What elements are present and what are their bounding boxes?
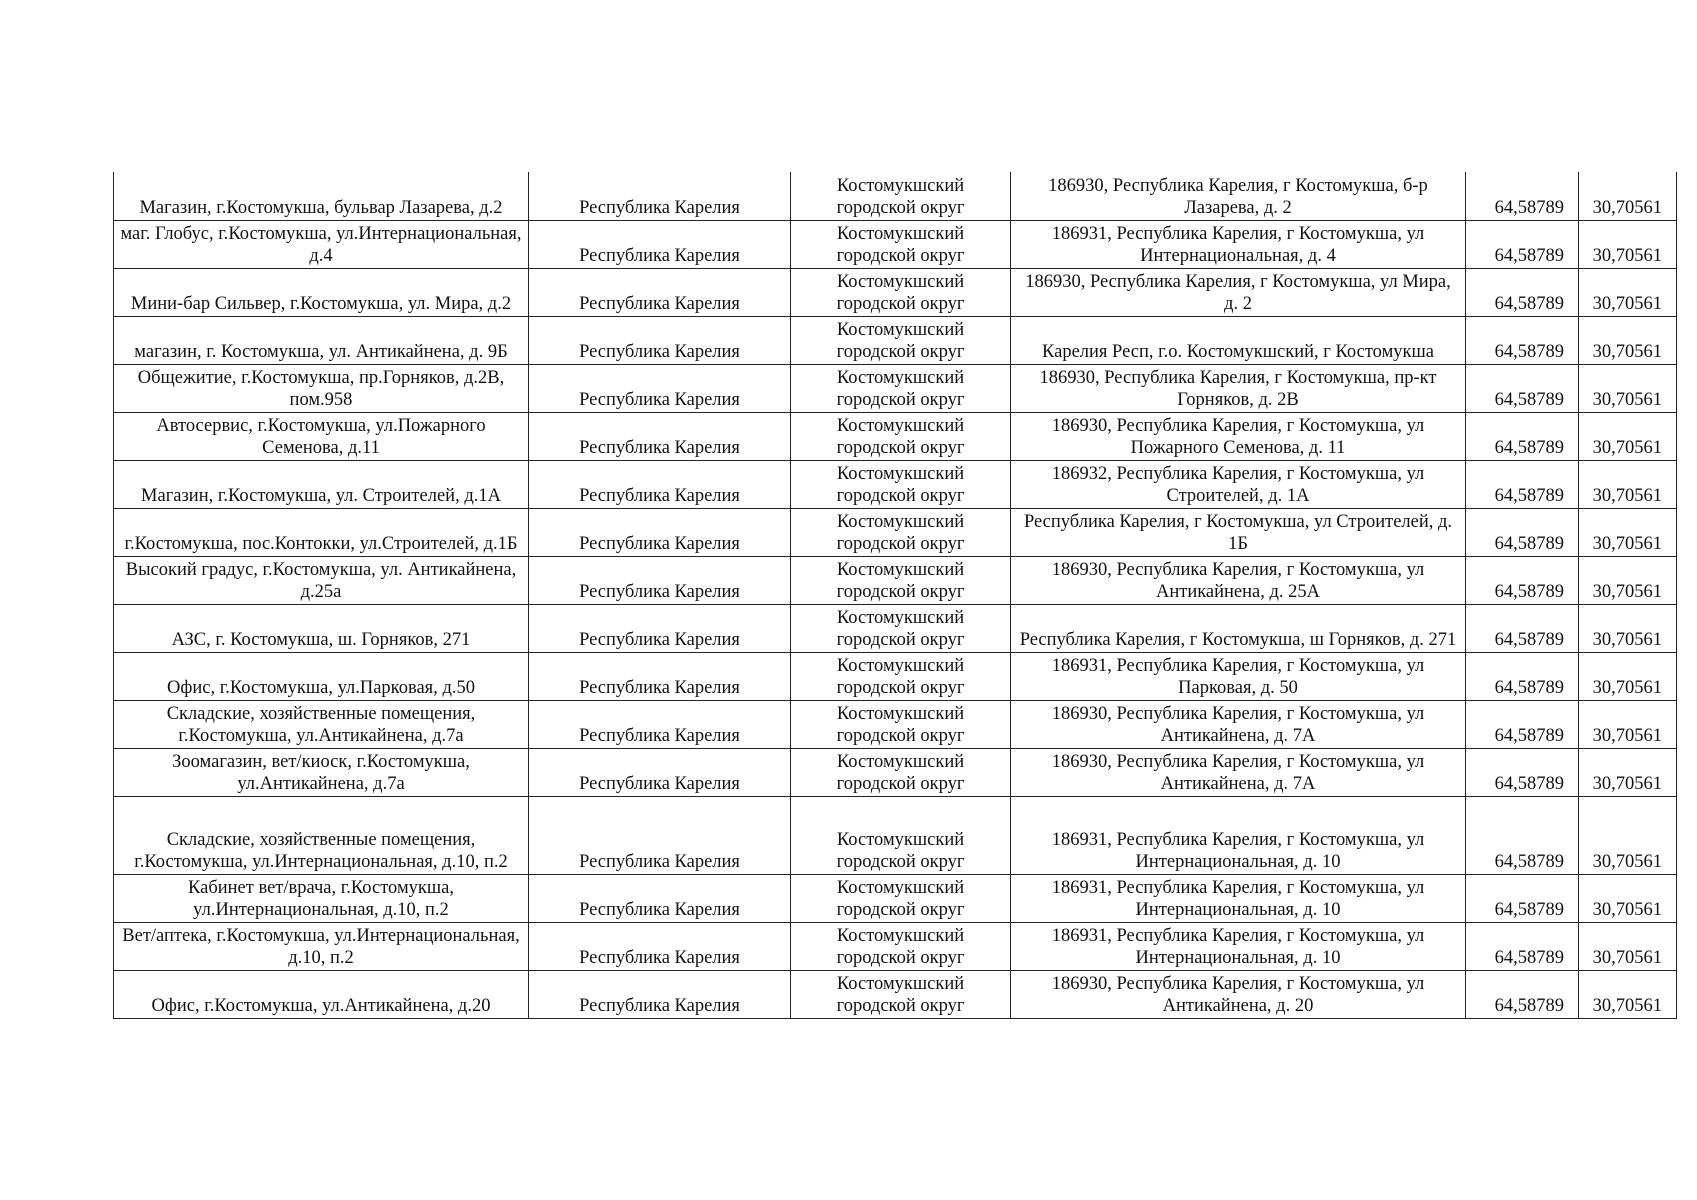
address-cell: 186930, Республика Карелия, г Костомукша, ул Мира, д. 2 [1011, 268, 1466, 316]
longitude-cell: 30,70561 [1579, 604, 1677, 652]
latitude-cell: 64,58789 [1466, 220, 1579, 268]
object-name-cell: Офис, г.Костомукша, ул.Антикайнена, д.20 [114, 970, 529, 1018]
longitude-cell: 30,70561 [1579, 220, 1677, 268]
region-cell: Республика Карелия [529, 268, 791, 316]
latitude-cell: 64,58789 [1466, 556, 1579, 604]
longitude-cell: 30,70561 [1579, 700, 1677, 748]
latitude-cell: 64,58789 [1466, 364, 1579, 412]
region-cell: Республика Карелия [529, 874, 791, 922]
longitude-cell: 30,70561 [1579, 970, 1677, 1018]
locations-table-body [114, 172, 1677, 1018]
district-cell: Костомукшский городской округ [791, 874, 1011, 922]
district-cell: Костомукшский городской округ [791, 700, 1011, 748]
object-name-cell: Мини-бар Сильвер, г.Костомукша, ул. Мира, д.2 [114, 268, 529, 316]
address-cell: 186932, Республика Карелия, г Костомукша, ул Строителей, д. 1А [1011, 460, 1466, 508]
latitude-cell: 64,58789 [1466, 172, 1579, 220]
object-name-cell: Вет/аптека, г.Костомукша, ул.Интернациональная, д.10, п.2 [114, 922, 529, 970]
district-cell: Костомукшский городской округ [791, 172, 1011, 220]
object-name-cell: АЗС, г. Костомукша, ш. Горняков, 271 [114, 604, 529, 652]
longitude-cell: 30,70561 [1579, 460, 1677, 508]
object-name-cell: г.Костомукша, пос.Контокки, ул.Строителей, д.1Б [114, 508, 529, 556]
table-row [114, 922, 1677, 970]
district-cell: Костомукшский городской округ [791, 796, 1011, 874]
region-cell: Республика Карелия [529, 220, 791, 268]
address-cell: 186930, Республика Карелия, г Костомукша, ул Пожарного Семенова, д. 11 [1011, 412, 1466, 460]
table-row [114, 460, 1677, 508]
region-cell: Республика Карелия [529, 412, 791, 460]
address-cell: Карелия Респ, г.о. Костомукшский, г Костомукша [1011, 316, 1466, 364]
latitude-cell: 64,58789 [1466, 316, 1579, 364]
object-name-cell: Кабинет вет/врача, г.Костомукша, ул.Интернациональная, д.10, п.2 [114, 874, 529, 922]
object-name-cell: Складские, хозяйственные помещения, г.Костомукша, ул.Интернациональная, д.10, п.2 [114, 796, 529, 874]
table-row [114, 364, 1677, 412]
latitude-cell: 64,58789 [1466, 874, 1579, 922]
address-cell: Республика Карелия, г Костомукша, ул Строителей, д. 1Б [1011, 508, 1466, 556]
latitude-cell: 64,58789 [1466, 970, 1579, 1018]
table-row [114, 556, 1677, 604]
region-cell: Республика Карелия [529, 604, 791, 652]
region-cell: Республика Карелия [529, 748, 791, 796]
object-name-cell: магазин, г. Костомукша, ул. Антикайнена, д. 9Б [114, 316, 529, 364]
region-cell: Республика Карелия [529, 652, 791, 700]
table-row [114, 700, 1677, 748]
table-row [114, 412, 1677, 460]
longitude-cell: 30,70561 [1579, 412, 1677, 460]
latitude-cell: 64,58789 [1466, 508, 1579, 556]
object-name-cell: Высокий градус, г.Костомукша, ул. Антикайнена, д.25а [114, 556, 529, 604]
district-cell: Костомукшский городской округ [791, 316, 1011, 364]
table-row [114, 652, 1677, 700]
longitude-cell: 30,70561 [1579, 268, 1677, 316]
object-name-cell: Зоомагазин, вет/киоск, г.Костомукша, ул.Антикайнена, д.7а [114, 748, 529, 796]
longitude-cell: 30,70561 [1579, 316, 1677, 364]
region-cell: Республика Карелия [529, 796, 791, 874]
latitude-cell: 64,58789 [1466, 604, 1579, 652]
region-cell: Республика Карелия [529, 970, 791, 1018]
table-row [114, 796, 1677, 874]
object-name-cell: Автосервис, г.Костомукша, ул.Пожарного Семенова, д.11 [114, 412, 529, 460]
district-cell: Костомукшский городской округ [791, 604, 1011, 652]
district-cell: Костомукшский городской округ [791, 412, 1011, 460]
object-name-cell: Общежитие, г.Костомукша, пр.Горняков, д.2В, пом.958 [114, 364, 529, 412]
address-cell: 186931, Республика Карелия, г Костомукша, ул Парковая, д. 50 [1011, 652, 1466, 700]
region-cell: Республика Карелия [529, 508, 791, 556]
locations-table [113, 172, 1677, 1019]
table-row [114, 508, 1677, 556]
latitude-cell: 64,58789 [1466, 460, 1579, 508]
table-row [114, 268, 1677, 316]
latitude-cell: 64,58789 [1466, 922, 1579, 970]
region-cell: Республика Карелия [529, 172, 791, 220]
district-cell: Костомукшский городской округ [791, 268, 1011, 316]
longitude-cell: 30,70561 [1579, 874, 1677, 922]
region-cell: Республика Карелия [529, 700, 791, 748]
address-cell: 186930, Республика Карелия, г Костомукша, б-р Лазарева, д. 2 [1011, 172, 1466, 220]
district-cell: Костомукшский городской округ [791, 748, 1011, 796]
address-cell: 186931, Республика Карелия, г Костомукша, ул Интернациональная, д. 4 [1011, 220, 1466, 268]
region-cell: Республика Карелия [529, 364, 791, 412]
address-cell: 186930, Республика Карелия, г Костомукша, ул Антикайнена, д. 25А [1011, 556, 1466, 604]
table-row [114, 220, 1677, 268]
address-cell: 186931, Республика Карелия, г Костомукша, ул Интернациональная, д. 10 [1011, 796, 1466, 874]
district-cell: Костомукшский городской округ [791, 556, 1011, 604]
table-row [114, 748, 1677, 796]
object-name-cell: Офис, г.Костомукша, ул.Парковая, д.50 [114, 652, 529, 700]
district-cell: Костомукшский городской округ [791, 508, 1011, 556]
district-cell: Костомукшский городской округ [791, 652, 1011, 700]
longitude-cell: 30,70561 [1579, 922, 1677, 970]
longitude-cell: 30,70561 [1579, 652, 1677, 700]
district-cell: Костомукшский городской округ [791, 364, 1011, 412]
longitude-cell: 30,70561 [1579, 556, 1677, 604]
region-cell: Республика Карелия [529, 316, 791, 364]
address-cell: 186931, Республика Карелия, г Костомукша, ул Интернациональная, д. 10 [1011, 874, 1466, 922]
latitude-cell: 64,58789 [1466, 700, 1579, 748]
latitude-cell: 64,58789 [1466, 748, 1579, 796]
longitude-cell: 30,70561 [1579, 748, 1677, 796]
object-name-cell: Магазин, г.Костомукша, ул. Строителей, д.1А [114, 460, 529, 508]
address-cell: Республика Карелия, г Костомукша, ш Горняков, д. 271 [1011, 604, 1466, 652]
region-cell: Республика Карелия [529, 922, 791, 970]
longitude-cell: 30,70561 [1579, 364, 1677, 412]
latitude-cell: 64,58789 [1466, 412, 1579, 460]
object-name-cell: маг. Глобус, г.Костомукша, ул.Интернациональная, д.4 [114, 220, 529, 268]
longitude-cell: 30,70561 [1579, 508, 1677, 556]
address-cell: 186930, Республика Карелия, г Костомукша, ул Антикайнена, д. 20 [1011, 970, 1466, 1018]
address-cell: 186930, Республика Карелия, г Костомукша, ул Антикайнена, д. 7А [1011, 700, 1466, 748]
table-row [114, 604, 1677, 652]
address-cell: 186930, Республика Карелия, г Костомукша, ул Антикайнена, д. 7А [1011, 748, 1466, 796]
object-name-cell: Магазин, г.Костомукша, бульвар Лазарева, д.2 [114, 172, 529, 220]
address-cell: 186931, Республика Карелия, г Костомукша, ул Интернациональная, д. 10 [1011, 922, 1466, 970]
longitude-cell: 30,70561 [1579, 796, 1677, 874]
table-row [114, 874, 1677, 922]
longitude-cell: 30,70561 [1579, 172, 1677, 220]
region-cell: Республика Карелия [529, 460, 791, 508]
latitude-cell: 64,58789 [1466, 268, 1579, 316]
latitude-cell: 64,58789 [1466, 796, 1579, 874]
address-cell: 186930, Республика Карелия, г Костомукша, пр-кт Горняков, д. 2В [1011, 364, 1466, 412]
district-cell: Костомукшский городской округ [791, 970, 1011, 1018]
latitude-cell: 64,58789 [1466, 652, 1579, 700]
region-cell: Республика Карелия [529, 556, 791, 604]
district-cell: Костомукшский городской округ [791, 922, 1011, 970]
object-name-cell: Складские, хозяйственные помещения, г.Костомукша, ул.Антикайнена, д.7а [114, 700, 529, 748]
table-row [114, 172, 1677, 220]
district-cell: Костомукшский городской округ [791, 220, 1011, 268]
table-row [114, 316, 1677, 364]
table-row [114, 970, 1677, 1018]
district-cell: Костомукшский городской округ [791, 460, 1011, 508]
